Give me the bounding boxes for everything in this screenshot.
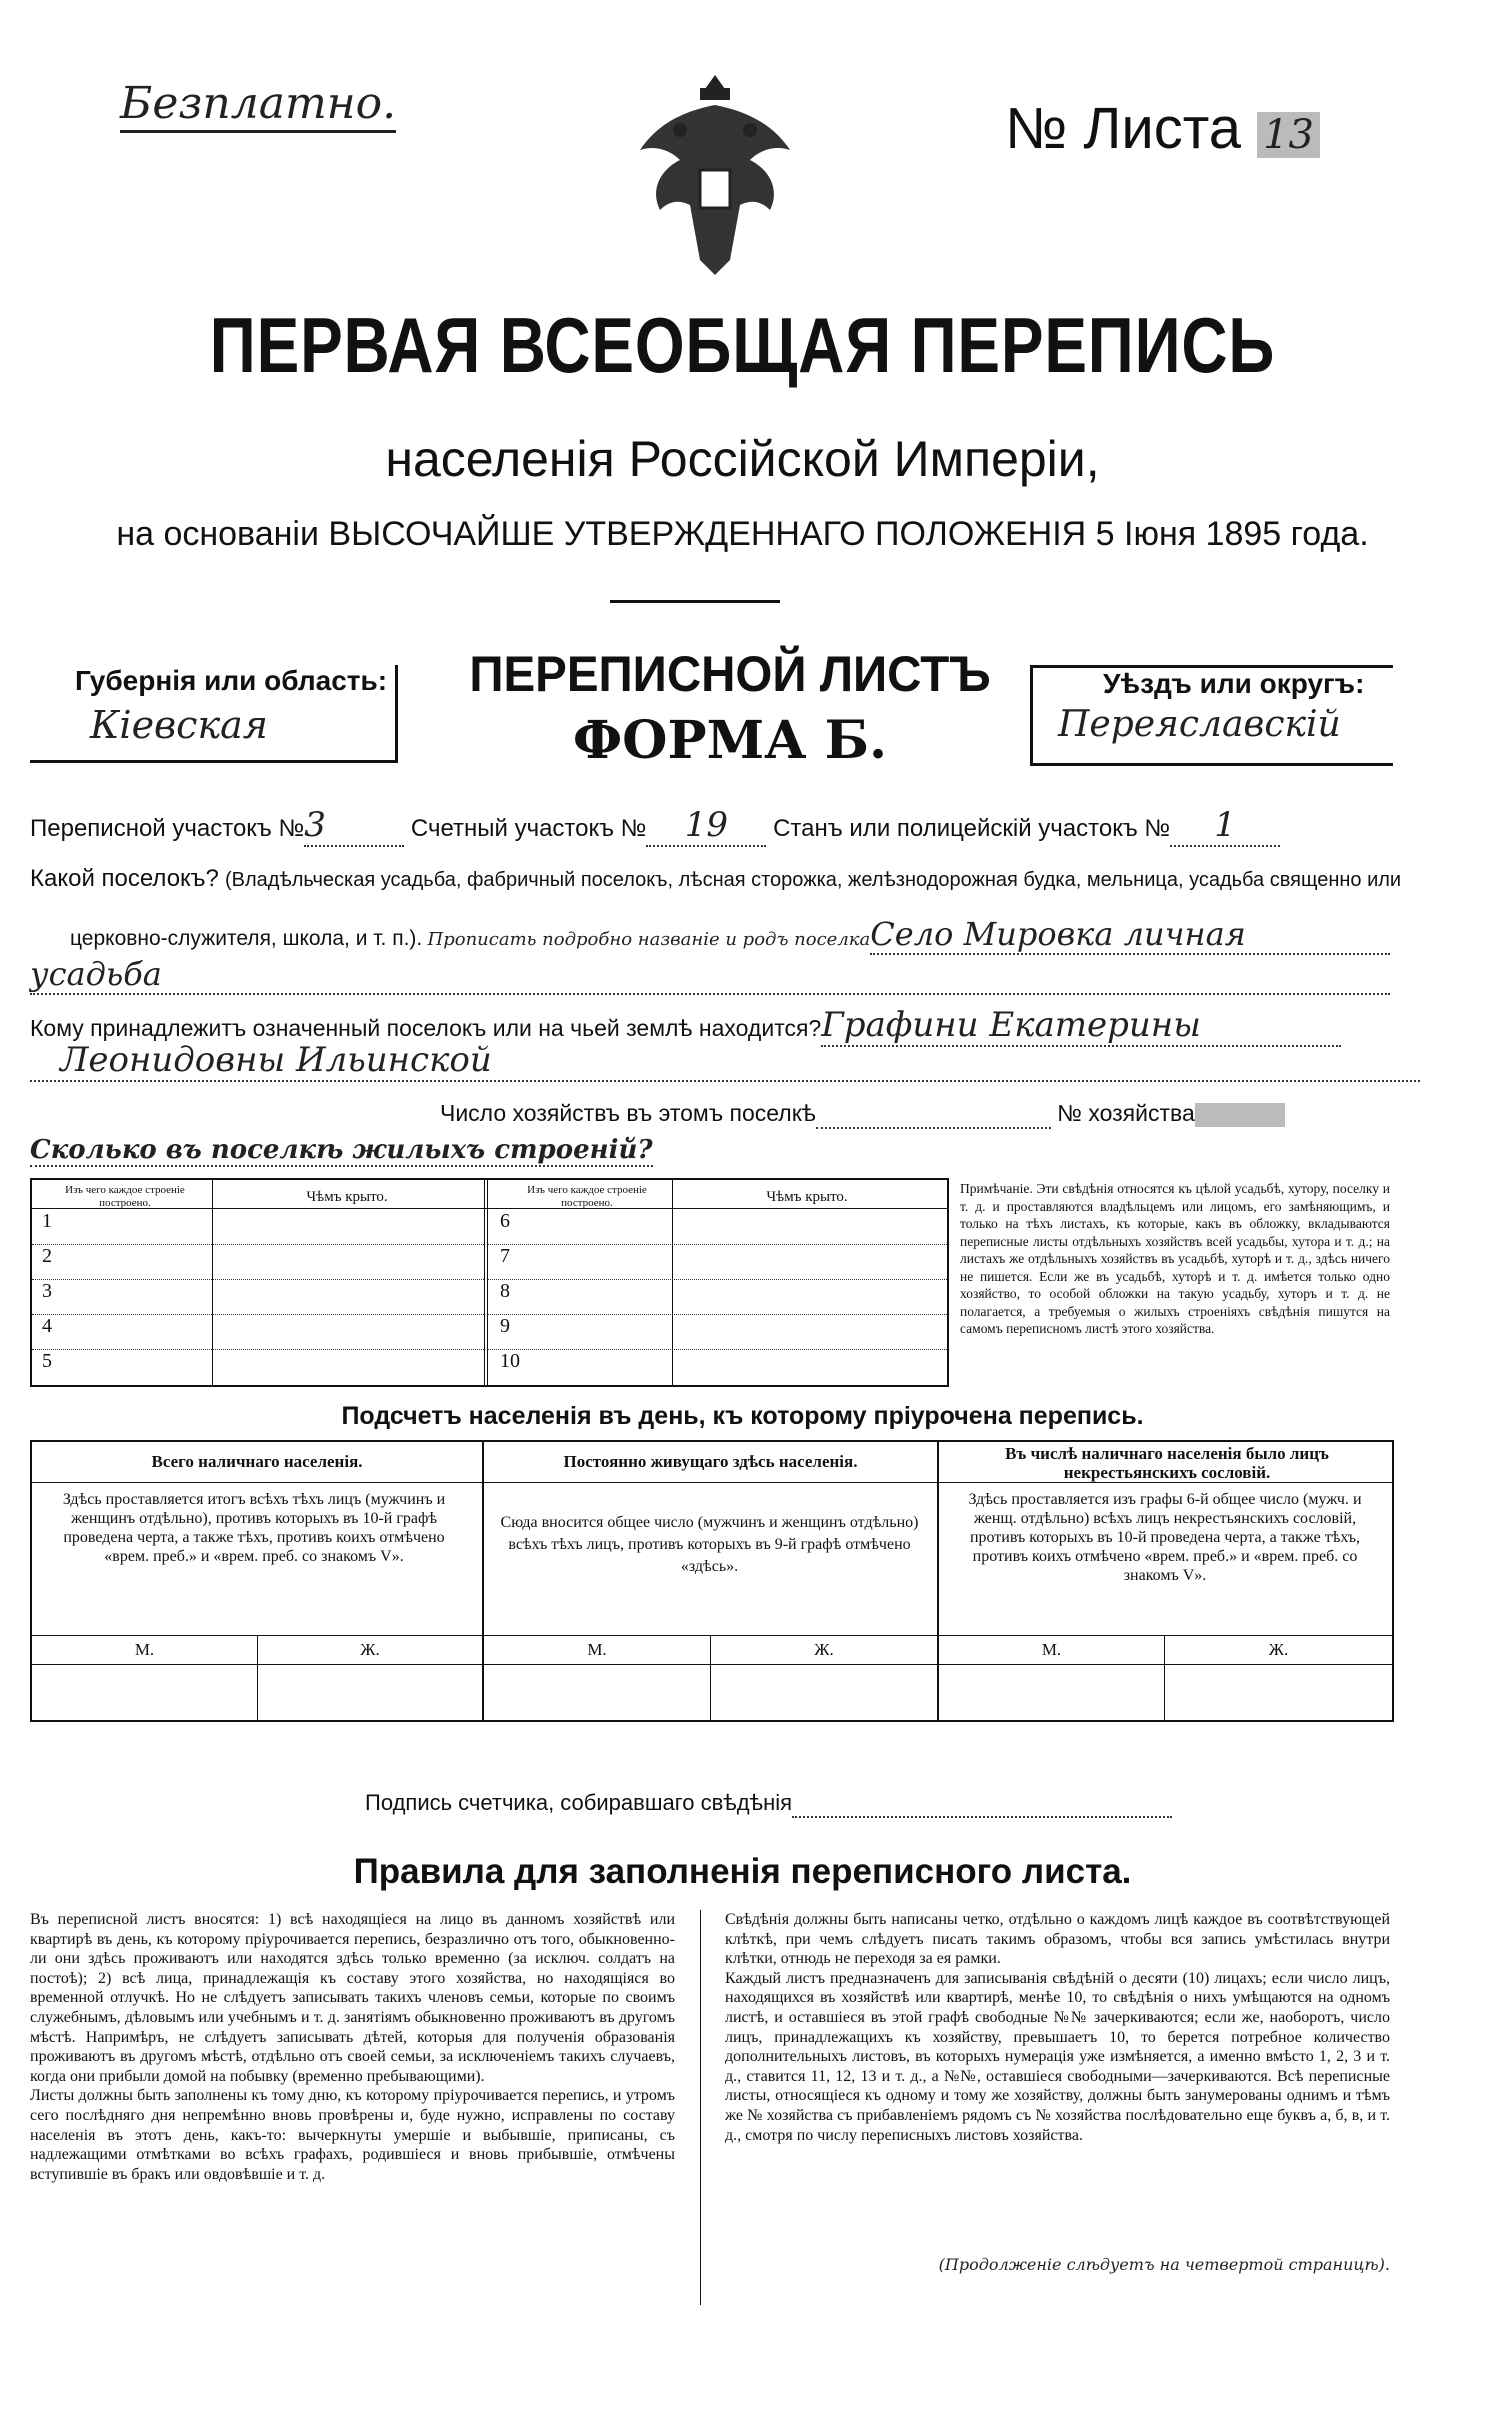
col-built-left: Изъ чего каждое строеніе построено. bbox=[65, 1184, 185, 1209]
province-box bbox=[30, 665, 398, 763]
buildings-note: Примѣчаніе. Эти свѣдѣнія относятся къ цѣлой усадьбѣ, хутору, поселку и т. д. и проставляются владѣльцемъ или лицомъ, его замѣняющимъ, и только на тѣхъ листахъ, къ которые, какъ въ обложку, вкладываются переписные листы отдѣльныхъ хозяйствъ всей усадьбы, хутора и т. д.; на листахъ же отдѣльныхъ хозяйствъ въ усадьбѣ, хуторѣ и т. д., здѣсь ничего не пишется. Если же въ усадьбѣ, хуторѣ и т. д. имѣется только одно хозяйство, то особой обложки на такую усадьбу, хуторъ и т. д. не полагается, а требуемыя о жилыхъ строеніяхъ свѣдѣнія пишутся на самомъ переписномъ листѣ этого хозяйства. bbox=[960, 1181, 1390, 1336]
buildings-table bbox=[30, 1178, 949, 1387]
district-label: Уѣздъ или округъ: bbox=[1103, 668, 1365, 699]
building-row[interactable]: 6 bbox=[488, 1210, 947, 1245]
settlement-row: Какой поселокъ? (Владѣльческая усадьба, фабричный поселокъ, лѣсная сторожка, желѣзнодорожная будка, мельница, усадьба священно или bbox=[30, 865, 1402, 892]
owner-value-1[interactable]: Графини Екатерины bbox=[821, 1005, 1341, 1047]
rules-continuation: (Продолженіе слѣдуетъ на четвертой страницѣ). bbox=[938, 2255, 1390, 2274]
owner-value-2[interactable]: Леонидовны Ильинской bbox=[30, 1040, 1420, 1082]
building-row[interactable]: 10 bbox=[500, 1350, 520, 1372]
col-roof-right: Чѣмъ крыто. bbox=[766, 1189, 848, 1205]
building-row[interactable]: 2 bbox=[32, 1245, 484, 1280]
households-value[interactable] bbox=[816, 1100, 1051, 1129]
building-row[interactable]: 5 bbox=[42, 1350, 52, 1372]
buildings-rows-left bbox=[32, 1210, 484, 1384]
province-label: Губернія или область: bbox=[75, 665, 388, 696]
buildings-rows-right bbox=[488, 1210, 947, 1384]
sheet-number-value: 13 bbox=[1257, 112, 1320, 158]
col-total-title: Всего наличнаго населенія. bbox=[151, 1452, 363, 1471]
rules-heading: Правила для заполненія переписного листа. bbox=[353, 1852, 1132, 1891]
title-divider bbox=[610, 600, 780, 603]
owner-row: Кому принадлежитъ означенный поселокъ или на чьей землѣ находится?Графини Екатерины bbox=[30, 1005, 1390, 1047]
settlement-row-2: церковно-служителя, школа, и т. п.). Прописать подробно названіе и родъ поселкаСело Мировка личная bbox=[30, 915, 1390, 955]
page-subtitle: населенія Россійской Имперіи, bbox=[385, 431, 1100, 487]
rules-right: Свѣдѣнія должны быть написаны четко, отдѣльно о каждомъ лицѣ каждое въ соотвѣтствующей клѣткѣ, при чемъ слѣдуетъ писать такимъ образомъ, чтобы вся запись умѣстилась внутри клѣтки, отнюдь не переходя за ея рамки. Каждый листъ предназначенъ для записыванія свѣдѣній о десяти (10) лицахъ; если число лицъ, находящихся въ хозяйствѣ или квартирѣ, менѣе 10, то свѣдѣнія о нихъ умѣщаются на одномъ листѣ, и оставшіеся въ этой графѣ свободные №№ зачеркиваются; если же, наоборотъ, число лицъ, принадлежащихъ къ хозяйству, превышаетъ 10, то берется потребное количество дополнительныхъ листовъ, въ которыхъ нумерація уже измѣняется, а именно вмѣсто 1, 2, 3 и т. д., ставится 11, 12, 13 и т. д., а №№, оставшіеся свободными—зачеркиваются. Всѣ переписные листы, относящіеся къ одному и тому же хозяйству, должны быть занумерованы однимъ и тѣмъ же № хозяйства съ прибавленіемъ рядомъ съ № хозяйства послѣдовательно еще буквъ а, б, в, и т. д., смотря по числу переписныхъ листовъ хозяйства. bbox=[725, 1911, 1390, 2144]
form-name: ПЕРЕПИСНОЙ ЛИСТЪ bbox=[469, 646, 991, 702]
col-roof-left: Чѣмъ крыто. bbox=[306, 1189, 388, 1205]
col-permanent-text: Сюда вносится общее число (мужчинъ и женщинъ отдѣльно) всѣхъ тѣхъ лицъ, противъ которыхъ въ 9-й графѣ отмѣчено «здѣсь». bbox=[500, 1514, 919, 1575]
counting-area-value[interactable]: 19 bbox=[646, 805, 766, 847]
household-no-value[interactable] bbox=[1195, 1103, 1285, 1127]
households-row: Число хозяйствъ въ этомъ поселкѣ № хозяйства bbox=[440, 1100, 1390, 1129]
building-row[interactable]: 9 bbox=[488, 1315, 947, 1350]
population-table bbox=[30, 1440, 1394, 1722]
nonpeasant-male-header: М. bbox=[1041, 1640, 1062, 1659]
nonpeasant-female-header: Ж. bbox=[1268, 1640, 1289, 1659]
col-total-text: Здѣсь проставляется итогъ всѣхъ тѣхъ лицъ (мужчинъ и женщинъ отдѣльно), противъ которыхъ въ 10-й графѣ проведена черта, а также тѣхъ, противъ коихъ отмѣчено «врем. преб.» и «врем. преб. со знакомъ V». bbox=[62, 1491, 446, 1565]
district-value[interactable]: Переяславскій bbox=[1058, 704, 1341, 745]
col-built-right: Изъ чего каждое строеніе построено. bbox=[527, 1184, 647, 1209]
form-type: ФОРМА Б. bbox=[572, 710, 888, 771]
permanent-male-header: М. bbox=[587, 1640, 607, 1659]
col-nonpeasant-title: Въ числѣ наличнаго населенія было лицъ некрестьянскихъ сословій. bbox=[1005, 1444, 1329, 1482]
free-label: Безплатно. bbox=[120, 78, 396, 133]
signature-row: Подпись счетчика, собиравшаго свѣдѣнія bbox=[365, 1790, 1172, 1818]
permanent-female-header: Ж. bbox=[814, 1640, 834, 1659]
district-box bbox=[1030, 665, 1393, 766]
buildings-label: Сколько въ поселкѣ жилыхъ строеній? bbox=[30, 1135, 653, 1165]
page-title: ПЕРВАЯ ВСЕОБЩАЯ ПЕРЕПИСЬ bbox=[209, 301, 1276, 389]
double-headed-eagle-icon bbox=[620, 60, 810, 290]
province-value[interactable]: Кіевская bbox=[90, 703, 268, 747]
building-row[interactable]: 8 bbox=[488, 1280, 947, 1315]
census-area-row: Переписной участокъ №3 Счетный участокъ № 19 Станъ или полицейскій участокъ № 1 bbox=[30, 805, 1390, 847]
total-male-header: М. bbox=[134, 1640, 155, 1659]
col-nonpeasant-text: Здѣсь проставляется изъ графы 6-й общее число (мужч. и женщ. отдѣльно) всѣхъ лицъ некрестьянскихъ сословій, противъ которыхъ въ 10-й проведена черта, а также тѣхъ, противъ коихъ отмѣчено «врем. преб.» и «врем. преб. со знакомъ V». bbox=[968, 1491, 1362, 1584]
building-row[interactable]: 3 bbox=[32, 1280, 484, 1315]
state-emblem bbox=[620, 60, 810, 290]
col-permanent-title: Постоянно живущаго здѣсь населенія. bbox=[563, 1452, 858, 1471]
signature-field[interactable] bbox=[792, 1790, 1172, 1818]
rules-divider bbox=[700, 1910, 701, 2305]
total-female-header: Ж. bbox=[360, 1640, 380, 1659]
legal-basis: на основаніи ВЫСОЧАЙШЕ УТВЕРЖДЕННАГО ПОЛОЖЕНІЯ 5 Іюня 1895 года. bbox=[116, 515, 1369, 553]
police-area-value[interactable]: 1 bbox=[1170, 805, 1280, 847]
sheet-number-label: № Листа 13 bbox=[1005, 95, 1320, 162]
population-heading: Подсчетъ населенія въ день, къ которому пріурочена перепись. bbox=[341, 1402, 1144, 1430]
census-area-value[interactable]: 3 bbox=[304, 805, 404, 847]
building-row[interactable]: 1 bbox=[32, 1210, 484, 1245]
settlement-value-1[interactable]: Село Мировка личная bbox=[870, 915, 1390, 955]
building-row[interactable]: 4 bbox=[32, 1315, 484, 1350]
building-row[interactable]: 7 bbox=[488, 1245, 947, 1280]
rules-left: Въ переписной листъ вносятся: 1) всѣ находящіеся на лицо въ данномъ хозяйствѣ или квартирѣ въ день, къ которому пріурочивается перепись, безразлично отъ того, обыкновенно-ли они здѣсь проживаютъ или находятся здѣсь только временно (за исключ. солдатъ на постоѣ); 2) всѣ лица, принадлежащія къ составу этого хозяйства, но находящіяся во временной отлучкѣ. Но не слѣдуетъ записывать такихъ членовъ семьи, которые по своимъ служебнымъ, дѣловымъ или учебнымъ и т. д. занятіямъ обыкновенно проживаютъ въ другомъ мѣстѣ. Напримѣръ, не слѣдуетъ записывать дѣтей, которыя для полученія образованія проживаютъ въ другомъ мѣстѣ, отдѣльно отъ своей семьи, за исключеніемъ такихъ случаевъ, когда они прибыли домой на побывку (временно пребывающими). Листы должны быть заполнены къ тому дню, къ которому пріурочивается перепись, и утромъ сего послѣдняго дня непремѣнно вновь провѣрены и, буде нужно, исправлены по составу населенія въ этотъ день, какъ-то: вычеркнуты умершіе и выбывшіе, приписаны, съ надлежащими отмѣтками во всѣхъ графахъ, родившіеся и вновь прибывшіе, отмѣчены вступившіе въ бракъ или овдовѣвшіе и т. д. bbox=[30, 1911, 675, 2183]
settlement-value-2[interactable]: усадьба bbox=[30, 955, 1390, 995]
